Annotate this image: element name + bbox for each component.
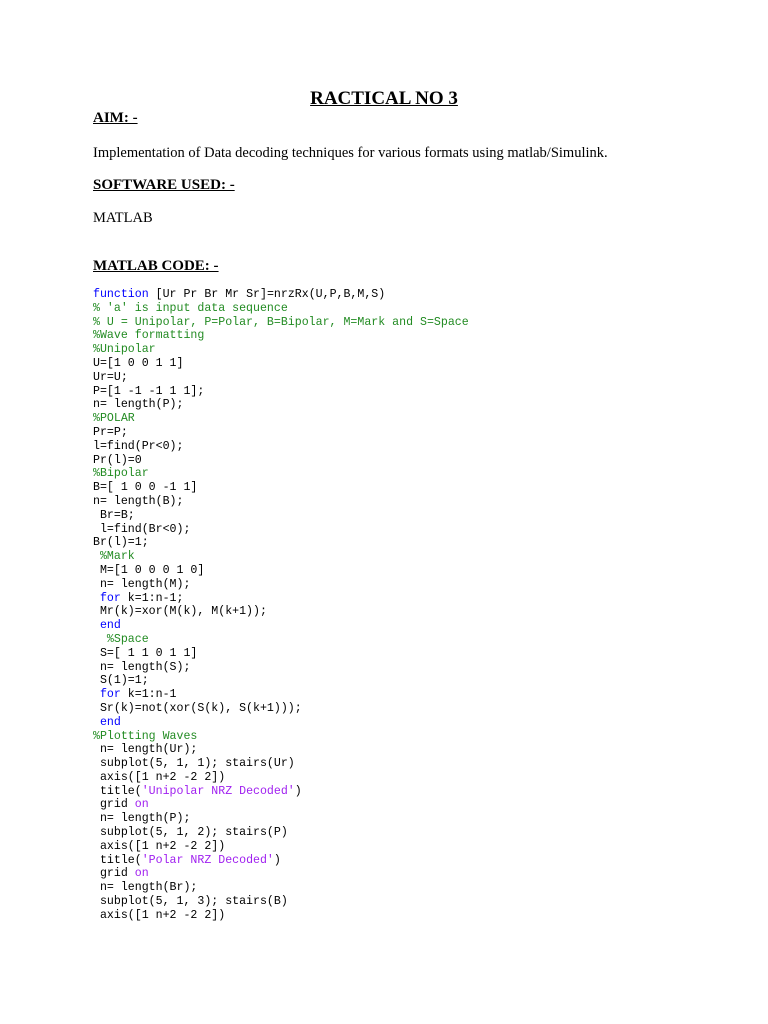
code-line (93, 481, 469, 495)
code-token: %Plotting Waves (93, 729, 198, 743)
code-token: axis([1 n+2 -2 2]) (93, 839, 226, 853)
code-line (93, 743, 469, 757)
code-token: for (93, 688, 121, 702)
code-line (93, 840, 469, 854)
code-token: S=[ 1 1 0 1 1] (93, 646, 198, 660)
code-line (93, 564, 469, 578)
page-title: RACTICAL NO 3 (310, 88, 458, 109)
code-token: Br(l)=1; (93, 536, 149, 550)
code-line (93, 398, 469, 412)
code-token: %POLAR (93, 412, 135, 426)
code-line (93, 633, 469, 647)
code-token: S(1)=1; (93, 674, 149, 688)
code-line (93, 440, 469, 454)
code-token: title( (93, 853, 142, 867)
code-token: %Space (93, 632, 149, 646)
code-line (93, 592, 469, 606)
code-block (93, 288, 469, 923)
aim-text: Implementation of Data decoding techniques for various formats using matlab/Simulink. (93, 145, 608, 161)
code-line (93, 881, 469, 895)
code-line (93, 605, 469, 619)
code-token: n= length(S); (93, 660, 191, 674)
code-line (93, 909, 469, 923)
code-token: Pr=P; (93, 425, 128, 439)
code-token: Mr(k)=xor(M(k), M(k+1)); (93, 605, 267, 619)
code-line (93, 550, 469, 564)
code-heading: MATLAB CODE: - (93, 258, 219, 274)
code-token: ) (294, 784, 302, 798)
code-token: 'Polar NRZ Decoded' (141, 853, 274, 867)
code-token: %Mark (93, 550, 135, 564)
code-line (93, 674, 469, 688)
code-token: n= length(Ur); (93, 743, 198, 757)
code-token: Sr(k)=not(xor(S(k), S(k+1))); (93, 701, 302, 715)
code-token: subplot(5, 1, 3); stairs(B) (93, 895, 288, 909)
code-line (93, 467, 469, 481)
aim-heading: AIM: - (93, 110, 138, 126)
code-line (93, 716, 469, 730)
code-token: M=[1 0 0 0 1 0] (93, 563, 205, 577)
code-line (93, 826, 469, 840)
code-token: function (93, 288, 149, 301)
code-line (93, 578, 469, 592)
code-token: l=find(Br<0); (93, 522, 191, 536)
code-token: P=[1 -1 -1 1 1]; (93, 384, 205, 398)
code-token: n= length(P); (93, 812, 191, 826)
code-token: on (134, 798, 149, 812)
code-token: axis([1 n+2 -2 2]) (93, 908, 226, 922)
code-token: 'Unipolar NRZ Decoded' (141, 784, 295, 798)
code-token: subplot(5, 1, 2); stairs(P) (93, 826, 288, 840)
code-token: end (93, 619, 121, 633)
code-token: Ur=U; (93, 370, 128, 384)
code-token: on (134, 867, 149, 881)
code-line (93, 730, 469, 744)
code-line (93, 509, 469, 523)
code-token: % U = Unipolar, P=Polar, B=Bipolar, M=Mark and S=Space (93, 315, 469, 329)
code-line (93, 302, 469, 316)
code-line (93, 757, 469, 771)
code-line (93, 329, 469, 343)
code-token: %Unipolar (93, 343, 156, 357)
code-token: [Ur Pr Br Mr Sr]=nrzRx(U,P,B,M,S) (148, 288, 386, 301)
code-line (93, 343, 469, 357)
code-token: subplot(5, 1, 1); stairs(Ur) (93, 757, 295, 771)
code-token: k=1:n-1 (120, 688, 177, 702)
code-token: grid (93, 867, 135, 881)
code-token: title( (93, 784, 142, 798)
code-line (93, 412, 469, 426)
code-line (93, 647, 469, 661)
code-line (93, 385, 469, 399)
code-line (93, 812, 469, 826)
code-token: %Wave formatting (93, 329, 205, 343)
code-line (93, 357, 469, 371)
software-heading: SOFTWARE USED: - (93, 177, 235, 193)
code-line (93, 798, 469, 812)
code-token: l=find(Pr<0); (93, 439, 184, 453)
code-line (93, 895, 469, 909)
code-token: Pr(l)=0 (93, 453, 142, 467)
code-token: U=[1 0 0 1 1] (93, 356, 184, 370)
code-token: n= length(P); (93, 398, 184, 412)
code-line (93, 661, 469, 675)
code-line (93, 371, 469, 385)
code-token: end (93, 715, 121, 729)
code-line (93, 854, 469, 868)
code-token: k=1:n-1; (120, 591, 184, 605)
code-token: axis([1 n+2 -2 2]) (93, 770, 226, 784)
code-line (93, 288, 469, 302)
code-line (93, 688, 469, 702)
code-line (93, 536, 469, 550)
code-line (93, 426, 469, 440)
code-token: n= length(Br); (93, 881, 198, 895)
code-token: n= length(M); (93, 577, 191, 591)
code-line (93, 495, 469, 509)
code-line (93, 454, 469, 468)
code-token: grid (93, 798, 135, 812)
code-line (93, 867, 469, 881)
code-token: B=[ 1 0 0 -1 1] (93, 481, 198, 495)
code-line (93, 619, 469, 633)
code-line (93, 316, 469, 330)
code-token: n= length(B); (93, 494, 184, 508)
code-token: for (93, 591, 121, 605)
code-line (93, 702, 469, 716)
code-token: % 'a' is input data sequence (93, 301, 288, 315)
code-line (93, 771, 469, 785)
code-token: %Bipolar (93, 467, 149, 481)
code-token: Br=B; (93, 508, 135, 522)
code-line (93, 785, 469, 799)
code-token: ) (273, 853, 281, 867)
code-line (93, 523, 469, 537)
software-text: MATLAB (93, 210, 153, 226)
